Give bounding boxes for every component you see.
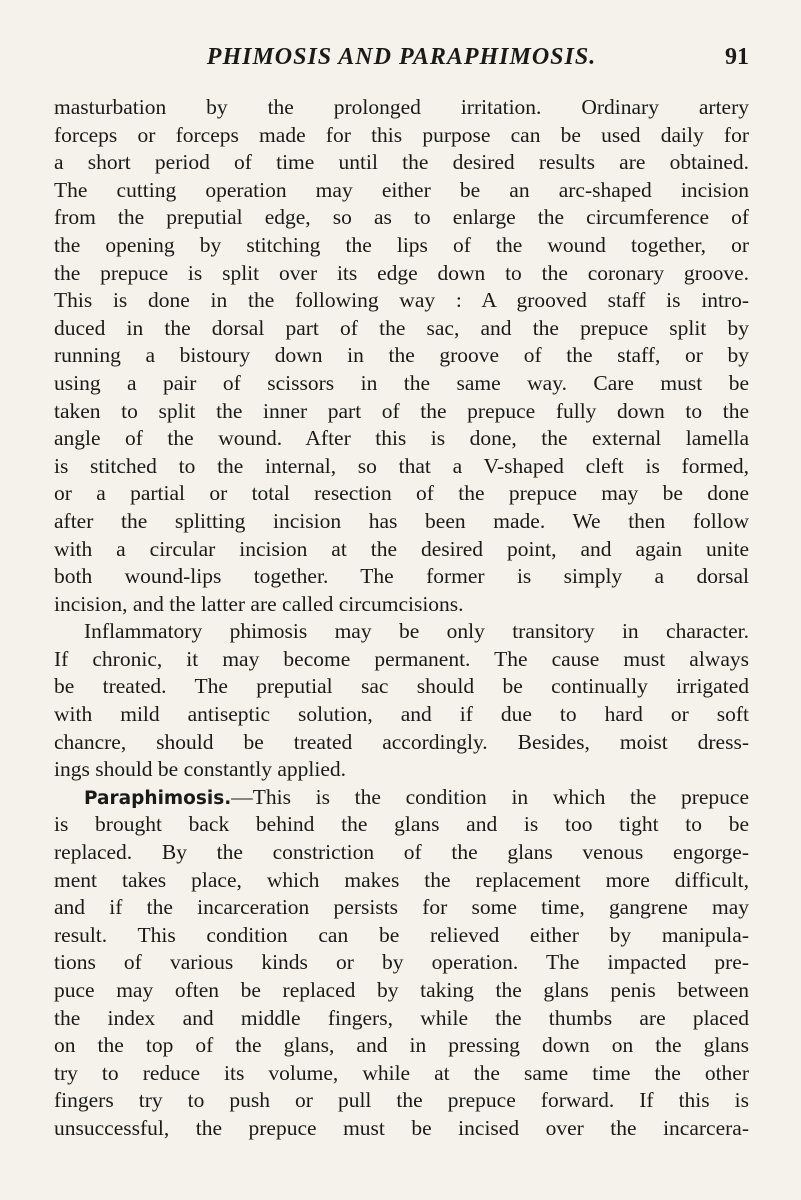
text-line: running a bistoury down in the groove of the staff, or by	[54, 343, 749, 368]
text-line: or a partial or total resection of the prepuce may be done	[54, 481, 749, 506]
text-line-remainder: —This is the condition in which the prepuce	[231, 784, 749, 809]
text-line: duced in the dorsal part of the sac, and the prepuce split by	[54, 315, 749, 340]
running-head	[54, 44, 749, 76]
text-line: fingers try to push or pull the prepuce forward. If this is	[54, 1088, 749, 1113]
text-line: is stitched to the internal, so that a V-shaped cleft is formed,	[54, 453, 749, 478]
section-term: Paraphimosis.	[84, 787, 232, 809]
section-start-line	[54, 784, 749, 812]
text-line: and if the incarceration persists for some time, gangrene may	[54, 895, 749, 920]
text-line: masturbation by the prolonged irritation. Ordinary artery	[54, 95, 749, 119]
text-line: ings should be constantly applied.	[54, 757, 347, 782]
text-line: taken to split the inner part of the prepuce fully down to the	[54, 398, 749, 423]
text-line: with a circular incision at the desired point, and again unite	[54, 536, 749, 561]
text-line: a short period of time until the desired results are obtained.	[54, 150, 749, 175]
text-line: chancre, should be treated accordingly. Besides, moist dress-	[54, 729, 749, 754]
text-line: result. This condition can be relieved either by manipula-	[54, 922, 749, 947]
running-title: PHIMOSIS AND PARAPHIMOSIS.	[206, 44, 597, 70]
text-line: be treated. The preputial sac should be continually irrigated	[54, 674, 749, 699]
text-line: incision, and the latter are called circumcisions.	[54, 591, 464, 616]
text-line: the index and middle fingers, while the thumbs are placed	[54, 1005, 749, 1030]
text-line: ment takes place, which makes the replacement more difficult,	[54, 867, 749, 892]
text-line: If chronic, it may become permanent. The cause must always	[54, 646, 749, 671]
body-text	[54, 94, 749, 1143]
text-line: both wound-lips together. The former is simply a dorsal	[54, 564, 749, 589]
text-line: unsuccessful, the prepuce must be incised over the incarcera-	[54, 1115, 749, 1140]
text-line: try to reduce its volume, while at the same time the other	[54, 1060, 749, 1085]
text-line: puce may often be replaced by taking the glans penis between	[54, 978, 749, 1002]
text-line: on the top of the glans, and in pressing down on the glans	[54, 1033, 749, 1058]
text-line: angle of the wound. After this is done, the external lamella	[54, 426, 749, 451]
text-line: the opening by stitching the lips of the wound together, or	[54, 232, 749, 257]
text-line: the prepuce is split over its edge down to the coronary groove.	[54, 260, 749, 285]
text-line: is brought back behind the glans and is too tight to be	[54, 812, 749, 837]
text-line: The cutting operation may either be an arc-shaped incision	[54, 177, 749, 202]
text-line: This is done in the following way : A grooved staff is intro-	[54, 288, 749, 313]
page-number: 91	[725, 44, 749, 70]
text-line: from the preputial edge, so as to enlarge the circumference of	[54, 205, 749, 230]
text-line: tions of various kinds or by operation. The impacted pre-	[54, 950, 749, 975]
text-line: with mild antiseptic solution, and if due to hard or soft	[54, 702, 749, 727]
text-line: replaced. By the constriction of the glans venous engorge-	[54, 840, 749, 865]
text-line: using a pair of scissors in the same way. Care must be	[54, 370, 749, 395]
text-line: forceps or forceps made for this purpose can be used daily for	[54, 122, 749, 147]
text-line: after the splitting incision has been made. We then follow	[54, 508, 749, 533]
text-line: Inflammatory phimosis may be only transitory in character.	[84, 619, 749, 644]
